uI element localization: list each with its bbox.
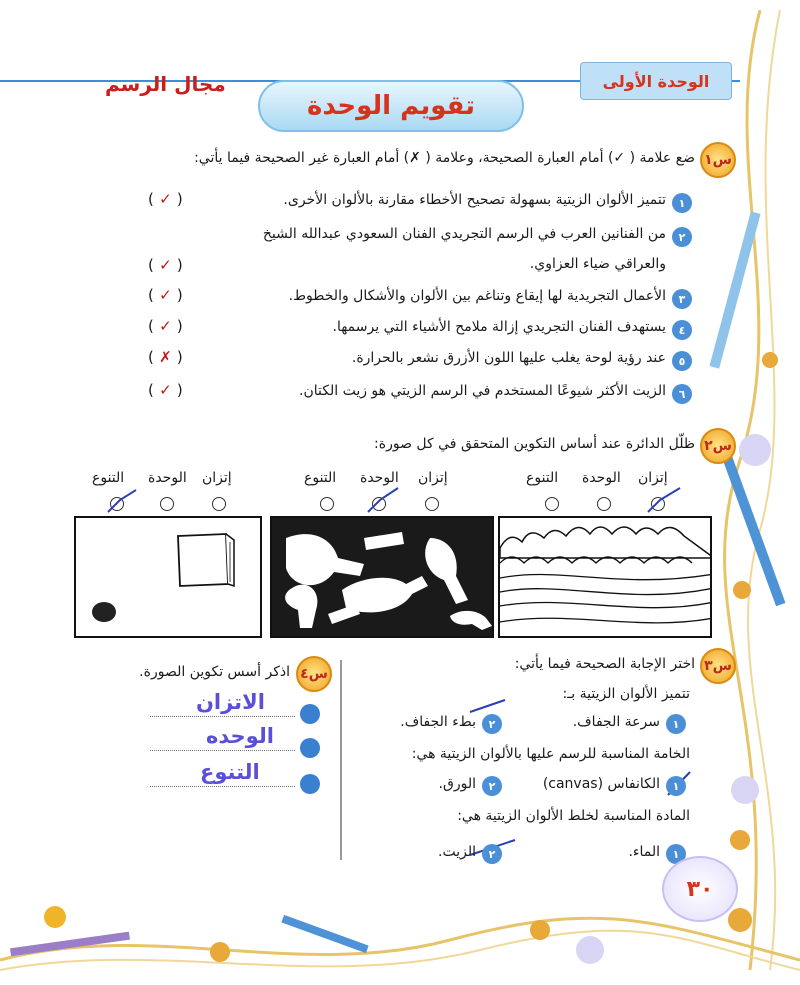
q1-item-number: ٥: [672, 351, 692, 371]
q1-answer: ( ✗ ): [148, 348, 183, 366]
q3-prompt: اختر الإجابة الصحيحة فيما يأتي:: [514, 656, 695, 672]
option-circle[interactable]: [160, 497, 174, 511]
q3-option-number: ١: [666, 844, 686, 864]
option-label-balance: إتزان: [638, 470, 668, 486]
picture-box-dot: [74, 516, 262, 638]
q3-stem: الخامة المناسبة للرسم عليها بالألوان الزيتية هي:: [411, 746, 690, 762]
q3-option-number: ٢: [482, 776, 502, 796]
q4-bullet: [300, 738, 320, 758]
q1-item-number: ٣: [672, 289, 692, 309]
q3-option: سرعة الجفاف.: [572, 714, 660, 730]
q1-answer: ( ✓ ): [148, 286, 183, 304]
option-label-variety: التنوع: [526, 470, 559, 486]
option-label-variety: التنوع: [92, 470, 125, 486]
q1-item-number: ٦: [672, 384, 692, 404]
option-label-balance: إتزان: [202, 470, 232, 486]
handwritten-answer: الاتزان: [196, 690, 265, 714]
option-circle[interactable]: [320, 497, 334, 511]
picture-landscape: [498, 516, 712, 638]
option-circle[interactable]: [425, 497, 439, 511]
option-label-balance: إتزان: [418, 470, 448, 486]
field-label: مجال الرسم: [105, 72, 226, 96]
q1-answer: ( ✓ ): [148, 381, 183, 399]
q3-stem: المادة المناسبة لخلط الألوان الزيتية هي:: [457, 808, 690, 824]
option-label-unity: الوحدة: [582, 470, 621, 486]
option-circle[interactable]: [651, 497, 665, 511]
option-label-unity: الوحدة: [360, 470, 399, 486]
q3-option: الورق.: [438, 776, 476, 792]
option-circle[interactable]: [545, 497, 559, 511]
q3-option-number: ٢: [482, 844, 502, 864]
q3-option: الكانفاس (canvas): [542, 776, 660, 792]
unit-tab: الوحدة الأولى: [580, 62, 732, 100]
page-number: ٣٠: [662, 856, 738, 922]
q3-option-number: ١: [666, 776, 686, 796]
q1-item-text: الأعمال التجريدية لها إيقاع وتناغم بين الألوان والأشكال والخطوط.: [288, 288, 666, 304]
answer-line: [150, 786, 295, 787]
answer-line: [150, 750, 295, 751]
option-label-variety: التنوع: [304, 470, 337, 486]
option-circle[interactable]: [597, 497, 611, 511]
bottom-decoration: [0, 900, 800, 985]
q1-item-text: يستهدف الفنان التجريدي إزالة ملامح الأشياء التي يرسمها.: [332, 319, 666, 335]
q4-badge: س٤: [296, 656, 332, 692]
option-circle[interactable]: [110, 497, 124, 511]
column-divider: [340, 660, 342, 860]
q1-answer: ( ✓ ): [148, 256, 183, 274]
picture-bottles: [270, 516, 494, 638]
option-circle[interactable]: [212, 497, 226, 511]
q3-stem: تتميز الألوان الزيتية بـ:: [562, 686, 690, 702]
option-circle[interactable]: [372, 497, 386, 511]
q4-bullet: [300, 774, 320, 794]
q1-item-text: الزيت الأكثر شيوعًا المستخدم في الرسم الزيتي هو زيت الكتان.: [299, 383, 666, 399]
q3-option: الزيت.: [438, 844, 476, 860]
q1-item-number: ٤: [672, 320, 692, 340]
q2-prompt: ظلّل الدائرة عند أساس التكوين المتحقق في كل صورة:: [374, 436, 695, 452]
handwritten-answer: الوحده: [206, 724, 274, 748]
q3-option-number: ١: [666, 714, 686, 734]
q4-prompt: اذكر أسس تكوين الصورة.: [139, 664, 290, 680]
q4-bullet: [300, 704, 320, 724]
q1-item-text: من الفنانين العرب في الرسم التجريدي الفنان السعودي عبدالله الشيخ: [262, 226, 666, 242]
q1-item-text-cont: والعراقي ضياء العزاوي.: [529, 256, 666, 272]
q1-badge: س١: [700, 142, 736, 178]
answer-line: [150, 716, 295, 717]
page-title: تقويم الوحدة: [258, 80, 524, 132]
q3-option: الماء.: [628, 844, 660, 860]
q3-option: بطء الجفاف.: [400, 714, 476, 730]
q1-prompt: ضع علامة ( ✓) أمام العبارة الصحيحة، وعلامة ( ✗) أمام العبارة غير الصحيحة فيما يأتي:: [194, 150, 695, 166]
q1-answer: ( ✓ ): [148, 190, 183, 208]
q1-item-number: ٢: [672, 227, 692, 247]
q2-badge: س٢: [700, 428, 736, 464]
q3-option-number: ٢: [482, 714, 502, 734]
q1-item-text: تتميز الألوان الزيتية بسهولة تصحيح الأخطاء مقارنة بالألوان الأخرى.: [283, 192, 666, 208]
option-label-unity: الوحدة: [148, 470, 187, 486]
handwritten-answer: التنوع: [200, 760, 260, 784]
q1-item-text: عند رؤية لوحة يغلب عليها اللون الأزرق نشعر بالحرارة.: [351, 350, 666, 366]
q1-item-number: ١: [672, 193, 692, 213]
logo-icon: [44, 906, 66, 928]
q3-badge: س٣: [700, 648, 736, 684]
q1-answer: ( ✓ ): [148, 317, 183, 335]
